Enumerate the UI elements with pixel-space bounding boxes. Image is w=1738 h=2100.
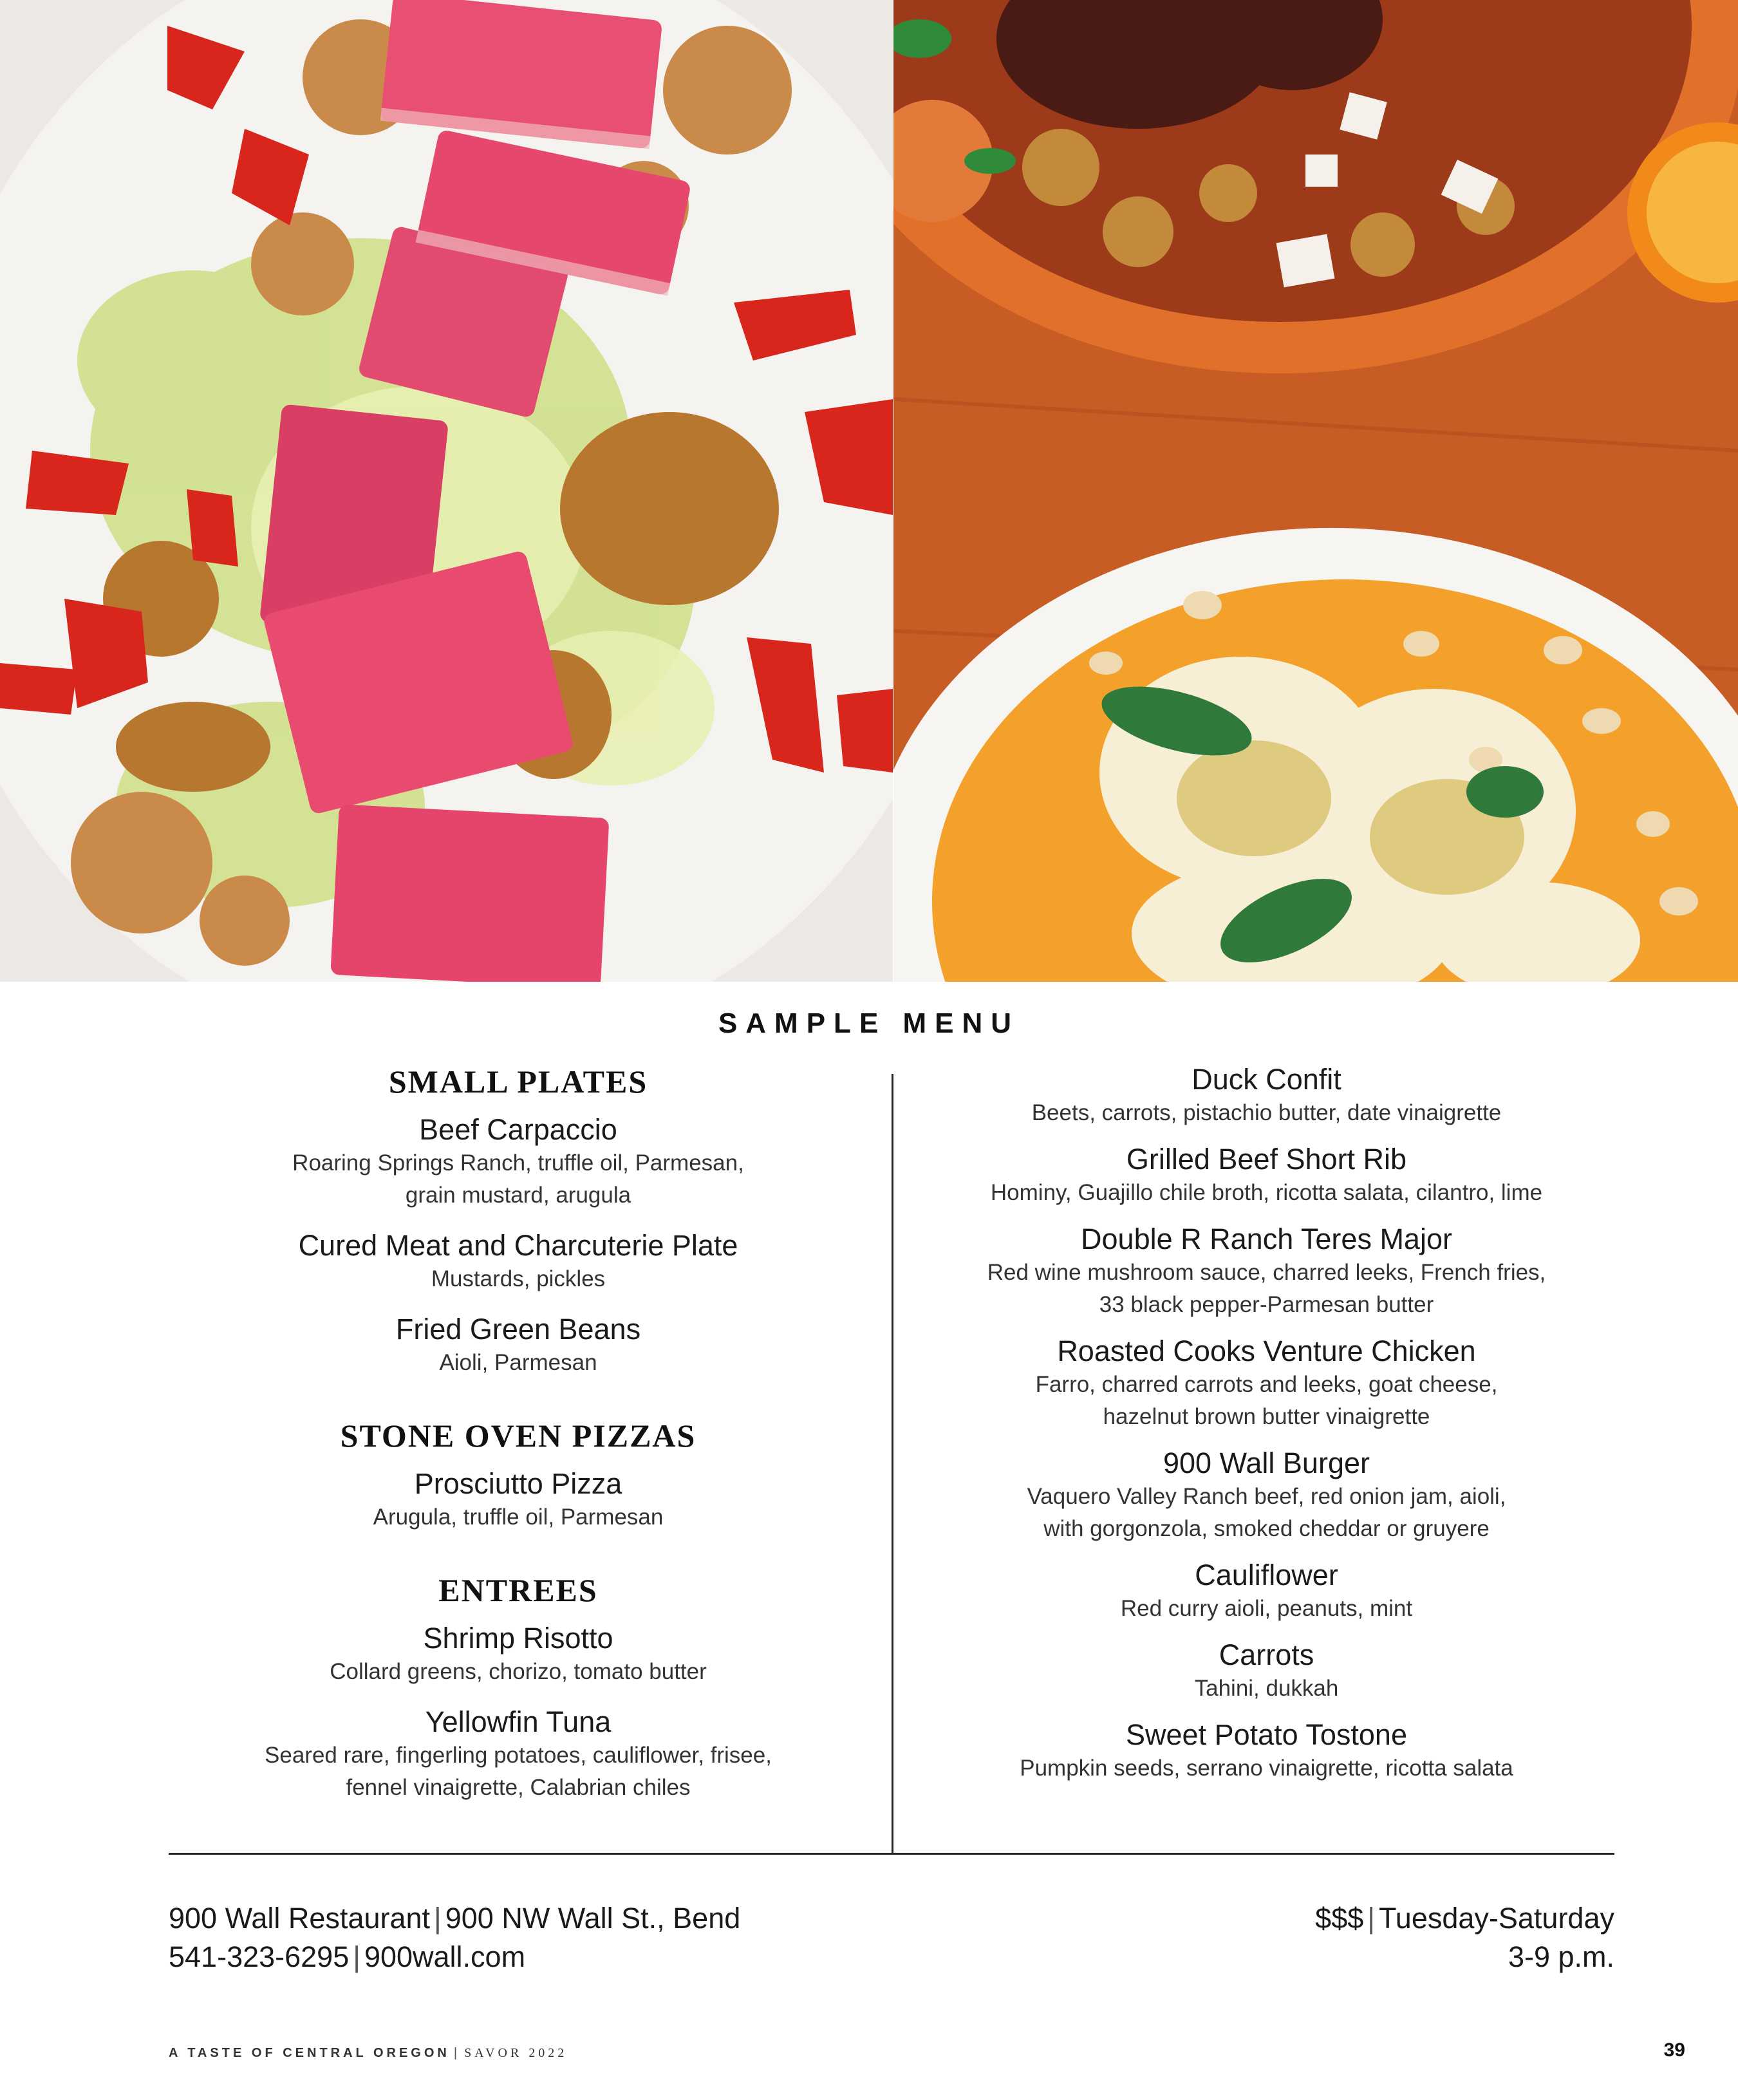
menu-item bbox=[167, 1228, 869, 1295]
menu-item-name: Shrimp Risotto bbox=[423, 1622, 613, 1655]
open-hours: 3-9 p.m. bbox=[1508, 1940, 1614, 1973]
short-rib-and-cauliflower-image bbox=[893, 0, 1738, 982]
menu-item-description: Hominy, Guajillo chile broth, ricotta salata, cilantro, lime bbox=[990, 1180, 1543, 1205]
menu-item-name: Roasted Cooks Venture Chicken bbox=[1057, 1335, 1476, 1367]
menu-item-name: Prosciutto Pizza bbox=[414, 1467, 622, 1500]
menu-item-description: Collard greens, chorizo, tomato butter bbox=[330, 1659, 707, 1684]
menu-item-description: Red wine mushroom sauce, charred leeks, French fries, bbox=[987, 1260, 1546, 1285]
open-days: Tuesday-Saturday bbox=[1378, 1902, 1614, 1935]
menu-item-name: Beef Carpaccio bbox=[419, 1113, 617, 1146]
menu-item bbox=[920, 1222, 1612, 1321]
menu-item-name: 900 Wall Burger bbox=[1163, 1447, 1370, 1479]
bottom-rule bbox=[169, 1853, 1614, 1855]
page-running-footer bbox=[169, 2046, 567, 2061]
menu-item-description: 33 black pepper-Parmesan butter bbox=[1099, 1292, 1434, 1317]
menu-item-name: Cured Meat and Charcuterie Plate bbox=[298, 1229, 738, 1262]
menu-item-description: with gorgonzola, smoked cheddar or gruyere bbox=[1043, 1516, 1490, 1541]
menu-item-description: Seared rare, fingerling potatoes, cauliflower, frisee, bbox=[265, 1743, 772, 1768]
menu-item-description: Roaring Springs Ranch, truffle oil, Parmesan, bbox=[292, 1150, 744, 1176]
column-divider bbox=[892, 1074, 893, 1853]
restaurant-hours-info bbox=[1315, 1899, 1614, 1976]
section-title-entrees: ENTREES bbox=[438, 1572, 598, 1608]
menu-heading: SAMPLE MENU bbox=[718, 1008, 1020, 1039]
menu-item-description: Aioli, Parmesan bbox=[439, 1350, 597, 1375]
menu-item bbox=[167, 1112, 869, 1212]
menu-right-column bbox=[920, 1062, 1612, 1797]
menu-item bbox=[167, 1312, 869, 1379]
section-title-stone-oven-pizzas: STONE OVEN PIZZAS bbox=[340, 1418, 696, 1454]
menu-item bbox=[920, 1446, 1612, 1545]
menu-item-description: Vaquero Valley Ranch beef, red onion jam, aioli, bbox=[1027, 1484, 1506, 1509]
menu-item bbox=[920, 1334, 1612, 1433]
menu-item bbox=[167, 1705, 869, 1804]
separator: | bbox=[434, 1902, 442, 1935]
restaurant-address: 900 NW Wall St., Bend bbox=[445, 1902, 741, 1935]
menu-item bbox=[167, 1621, 869, 1688]
section-title-small-plates: SMALL PLATES bbox=[388, 1064, 648, 1100]
menu-item-description: fennel vinaigrette, Calabrian chiles bbox=[346, 1775, 691, 1800]
menu-item-description: Beets, carrots, pistachio butter, date vinaigrette bbox=[1031, 1100, 1502, 1125]
menu-item bbox=[920, 1142, 1612, 1209]
separator: | bbox=[453, 2046, 461, 2060]
restaurant-phone[interactable]: 541-323-6295 bbox=[169, 1940, 350, 1973]
short-rib-and-cauliflower-photo bbox=[893, 0, 1738, 982]
menu-item-description: Mustards, pickles bbox=[431, 1266, 606, 1291]
menu-item-name: Sweet Potato Tostone bbox=[1126, 1718, 1407, 1751]
menu-item-name: Cauliflower bbox=[1195, 1559, 1338, 1591]
menu-item-name: Fried Green Beans bbox=[395, 1313, 641, 1345]
menu-item-description: hazelnut brown butter vinaigrette bbox=[1103, 1404, 1430, 1429]
menu-item-description: Farro, charred carrots and leeks, goat cheese, bbox=[1035, 1372, 1498, 1397]
seared-tuna-salad-image bbox=[0, 0, 893, 982]
seared-tuna-salad-photo bbox=[0, 0, 893, 982]
restaurant-info bbox=[169, 1899, 740, 1976]
menu-item bbox=[920, 1638, 1612, 1705]
menu-item-description: Red curry aioli, peanuts, mint bbox=[1120, 1596, 1413, 1621]
restaurant-website-link[interactable]: 900wall.com bbox=[364, 1940, 526, 1973]
menu-item bbox=[920, 1558, 1612, 1625]
page-number: 39 bbox=[1663, 2039, 1685, 2061]
publication-name: SAVOR 2022 bbox=[464, 2046, 568, 2060]
section-name: A TASTE OF CENTRAL OREGON bbox=[169, 2046, 450, 2060]
menu-item bbox=[920, 1062, 1612, 1129]
menu-item-name: Yellowfin Tuna bbox=[425, 1705, 612, 1738]
price-range: $$$ bbox=[1315, 1902, 1364, 1935]
menu-item-name: Grilled Beef Short Rib bbox=[1126, 1143, 1407, 1176]
menu-item bbox=[920, 1718, 1612, 1785]
separator: | bbox=[353, 1940, 360, 1973]
separator: | bbox=[1367, 1902, 1375, 1935]
menu-item-description: Tahini, dukkah bbox=[1194, 1676, 1339, 1701]
menu-item-name: Duck Confit bbox=[1191, 1063, 1341, 1096]
restaurant-name: 900 Wall Restaurant bbox=[169, 1902, 431, 1935]
menu-item-description: Pumpkin seeds, serrano vinaigrette, ricotta salata bbox=[1020, 1756, 1513, 1781]
menu-item-description: Arugula, truffle oil, Parmesan bbox=[373, 1505, 664, 1530]
menu-left-column bbox=[167, 1062, 869, 1821]
menu-item-name: Carrots bbox=[1219, 1638, 1314, 1671]
menu-item bbox=[167, 1467, 869, 1533]
menu-item-name: Double R Ranch Teres Major bbox=[1081, 1223, 1452, 1255]
menu-item-description: grain mustard, arugula bbox=[405, 1183, 631, 1208]
